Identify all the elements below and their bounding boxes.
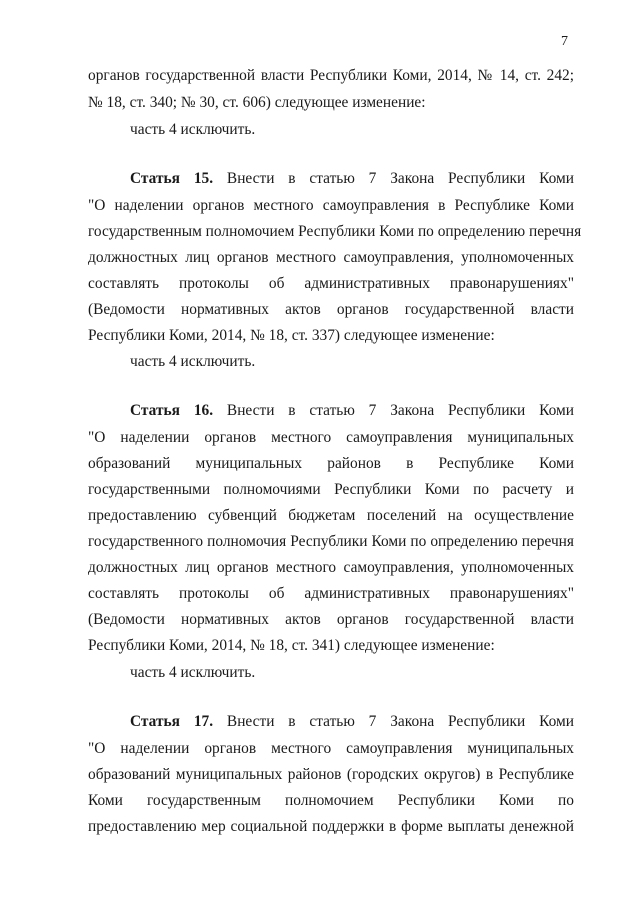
line-text: составлять протоколы об административных правонарушениях" bbox=[88, 585, 574, 602]
line-text: "О наделении органов местного самоуправления муниципальных bbox=[88, 429, 574, 446]
article-heading-line bbox=[130, 169, 574, 189]
article-heading-line bbox=[130, 712, 574, 732]
line-text: Коми государственным полномочием Республики Коми по bbox=[88, 792, 574, 809]
line-text: часть 4 исключить. bbox=[130, 353, 256, 370]
text-line bbox=[88, 66, 574, 86]
text-line bbox=[88, 222, 582, 242]
text-line bbox=[88, 532, 574, 552]
line-text: должностных лиц органов местного самоуправления, уполномоченных bbox=[88, 559, 574, 576]
text-line bbox=[88, 454, 574, 474]
line-text: образований муниципальных районов в Республике Коми bbox=[88, 455, 574, 472]
line-text: государственными полномочиями Республики Коми по расчету и bbox=[88, 481, 574, 498]
text-line bbox=[88, 93, 574, 113]
text-line bbox=[88, 636, 574, 656]
line-text: № 18, ст. 340; № 30, ст. 606) следующее изменение: bbox=[88, 94, 426, 111]
text-line bbox=[130, 352, 574, 372]
line-text: Внести в статью 7 Закона Республики Коми bbox=[213, 170, 574, 187]
line-text: предоставлению мер социальной поддержки в форме выплаты денежной bbox=[88, 818, 574, 835]
line-text: Внести в статью 7 Закона Республики Коми bbox=[213, 402, 574, 419]
text-line bbox=[88, 584, 574, 604]
line-text: должностных лиц органов местного самоуправления, уполномоченных bbox=[88, 249, 574, 266]
line-text: Республики Коми, 2014, № 18, ст. 341) следующее изменение: bbox=[88, 637, 495, 654]
line-text: "О наделении органов местного самоуправления в Республике Коми bbox=[88, 197, 574, 214]
line-text: часть 4 исключить. bbox=[130, 121, 256, 138]
line-text: составлять протоколы об административных правонарушениях" bbox=[88, 275, 574, 292]
article-number: Статья 15. bbox=[130, 170, 214, 187]
text-line bbox=[88, 480, 574, 500]
line-text: предоставлению субвенций бюджетам поселений на осуществление bbox=[88, 507, 574, 524]
text-line bbox=[88, 506, 574, 526]
text-line bbox=[88, 558, 574, 578]
article-heading-line bbox=[130, 401, 574, 421]
line-text: органов государственной власти Республики Коми, 2014, № 14, ст. 242; bbox=[88, 67, 574, 84]
line-text: (Ведомости нормативных актов органов государственной власти bbox=[88, 611, 574, 628]
line-text: государственного полномочия Республики Коми по определению перечня bbox=[88, 533, 574, 550]
article-number: Статья 17. bbox=[130, 713, 214, 730]
text-line bbox=[130, 663, 574, 683]
text-line bbox=[130, 120, 574, 140]
text-line bbox=[88, 196, 574, 216]
text-line bbox=[88, 248, 574, 268]
line-text: образований муниципальных районов (городских округов) в Республике bbox=[88, 766, 574, 783]
text-line bbox=[88, 765, 574, 785]
line-text: Внести в статью 7 Закона Республики Коми bbox=[213, 713, 574, 730]
text-line bbox=[88, 274, 574, 294]
line-text: "О наделении органов местного самоуправления муниципальных bbox=[88, 740, 574, 757]
line-text: часть 4 исключить. bbox=[130, 664, 256, 681]
text-line bbox=[88, 791, 574, 811]
text-line bbox=[88, 610, 574, 630]
text-line bbox=[88, 428, 574, 448]
text-line bbox=[88, 326, 574, 346]
line-text: Республики Коми, 2014, № 18, ст. 337) следующее изменение: bbox=[88, 327, 495, 344]
line-text: (Ведомости нормативных актов органов государственной власти bbox=[88, 301, 574, 318]
page-number: 7 bbox=[561, 34, 568, 49]
text-line bbox=[88, 739, 574, 759]
line-text: государственным полномочием Республики Коми по определению перечня bbox=[88, 223, 582, 240]
text-line bbox=[88, 300, 574, 320]
article-number: Статья 16. bbox=[130, 402, 214, 419]
text-line bbox=[88, 817, 574, 837]
